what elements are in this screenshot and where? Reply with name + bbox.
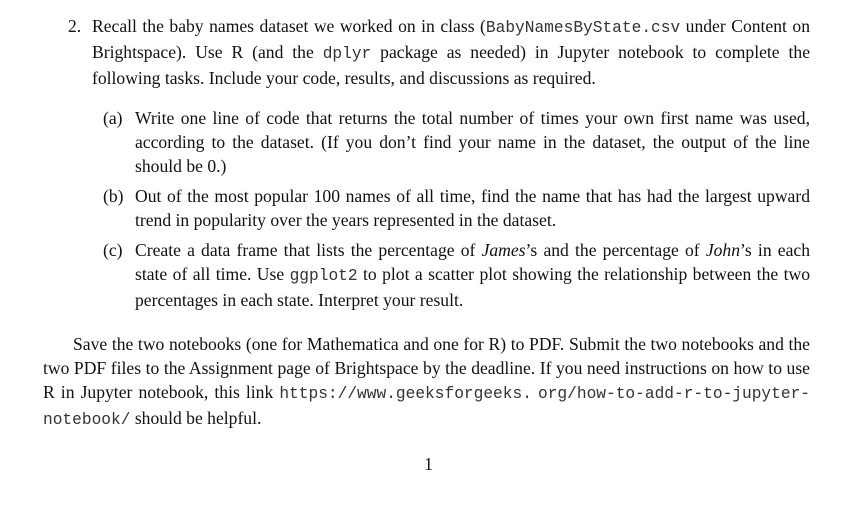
task-c-text-2: ’s and the percentage of <box>525 240 706 260</box>
page-number: 1 <box>424 454 433 474</box>
task-c-text-3: ’s in each state of all time. Use <box>135 240 810 284</box>
task-a-text: Write one line of code that returns the total number of times your own first name was used, according to the dataset. (If you don’t find your name in the dataset, the output of the line should be 0.) <box>135 108 810 176</box>
ggplot2-package-name: ggplot2 <box>289 267 358 285</box>
problem-intro-text-3: package as needed) in Jupyter notebook to complete the following tasks. Include your code, results, and discussions as required. <box>92 42 810 88</box>
task-b <box>103 184 810 232</box>
closing-text-1: Save the two notebooks (one for Mathematica and one for R) to PDF. Submit the two notebooks and the two PDF files to the Assignment page of Brightspace by the deadline. If you need instructions on how to use R in Jupyter notebook, this link <box>43 334 810 402</box>
task-b-label: (b) <box>103 186 124 206</box>
help-link-url-part-2[interactable]: org/how-to-add-r-to-jupyter-notebook/ <box>43 385 810 429</box>
task-b-text: Out of the most popular 100 names of all time, find the name that has had the largest upward trend in popularity over the years represented in the dataset. <box>135 186 810 230</box>
problem-2 <box>68 14 811 90</box>
help-link-url-part-1[interactable]: https://www.geeksforgeeks. <box>279 385 532 403</box>
task-c-text-1: Create a data frame that lists the percentage of <box>135 240 482 260</box>
problem-intro-text-1: Recall the baby names dataset we worked on in class ( <box>92 16 486 36</box>
task-c <box>103 238 810 312</box>
task-c-text-4: to plot a scatter plot showing the relationship between the two percentages in each state. Interpret your result. <box>135 264 810 310</box>
task-a-label: (a) <box>103 108 123 128</box>
closing-text-2: should be helpful. <box>130 408 262 428</box>
task-a <box>103 106 810 178</box>
problem-number: 2. <box>68 16 82 36</box>
problem-intro-text-2: under Content on Brightspace). Use R (and the <box>92 16 811 62</box>
name-james: James <box>481 240 526 260</box>
dataset-filename: BabyNamesByState.csv <box>485 19 681 37</box>
name-john: John <box>705 240 741 260</box>
closing-paragraph <box>43 332 810 432</box>
task-c-label: (c) <box>103 240 123 260</box>
dplyr-package-name: dplyr <box>322 45 372 63</box>
